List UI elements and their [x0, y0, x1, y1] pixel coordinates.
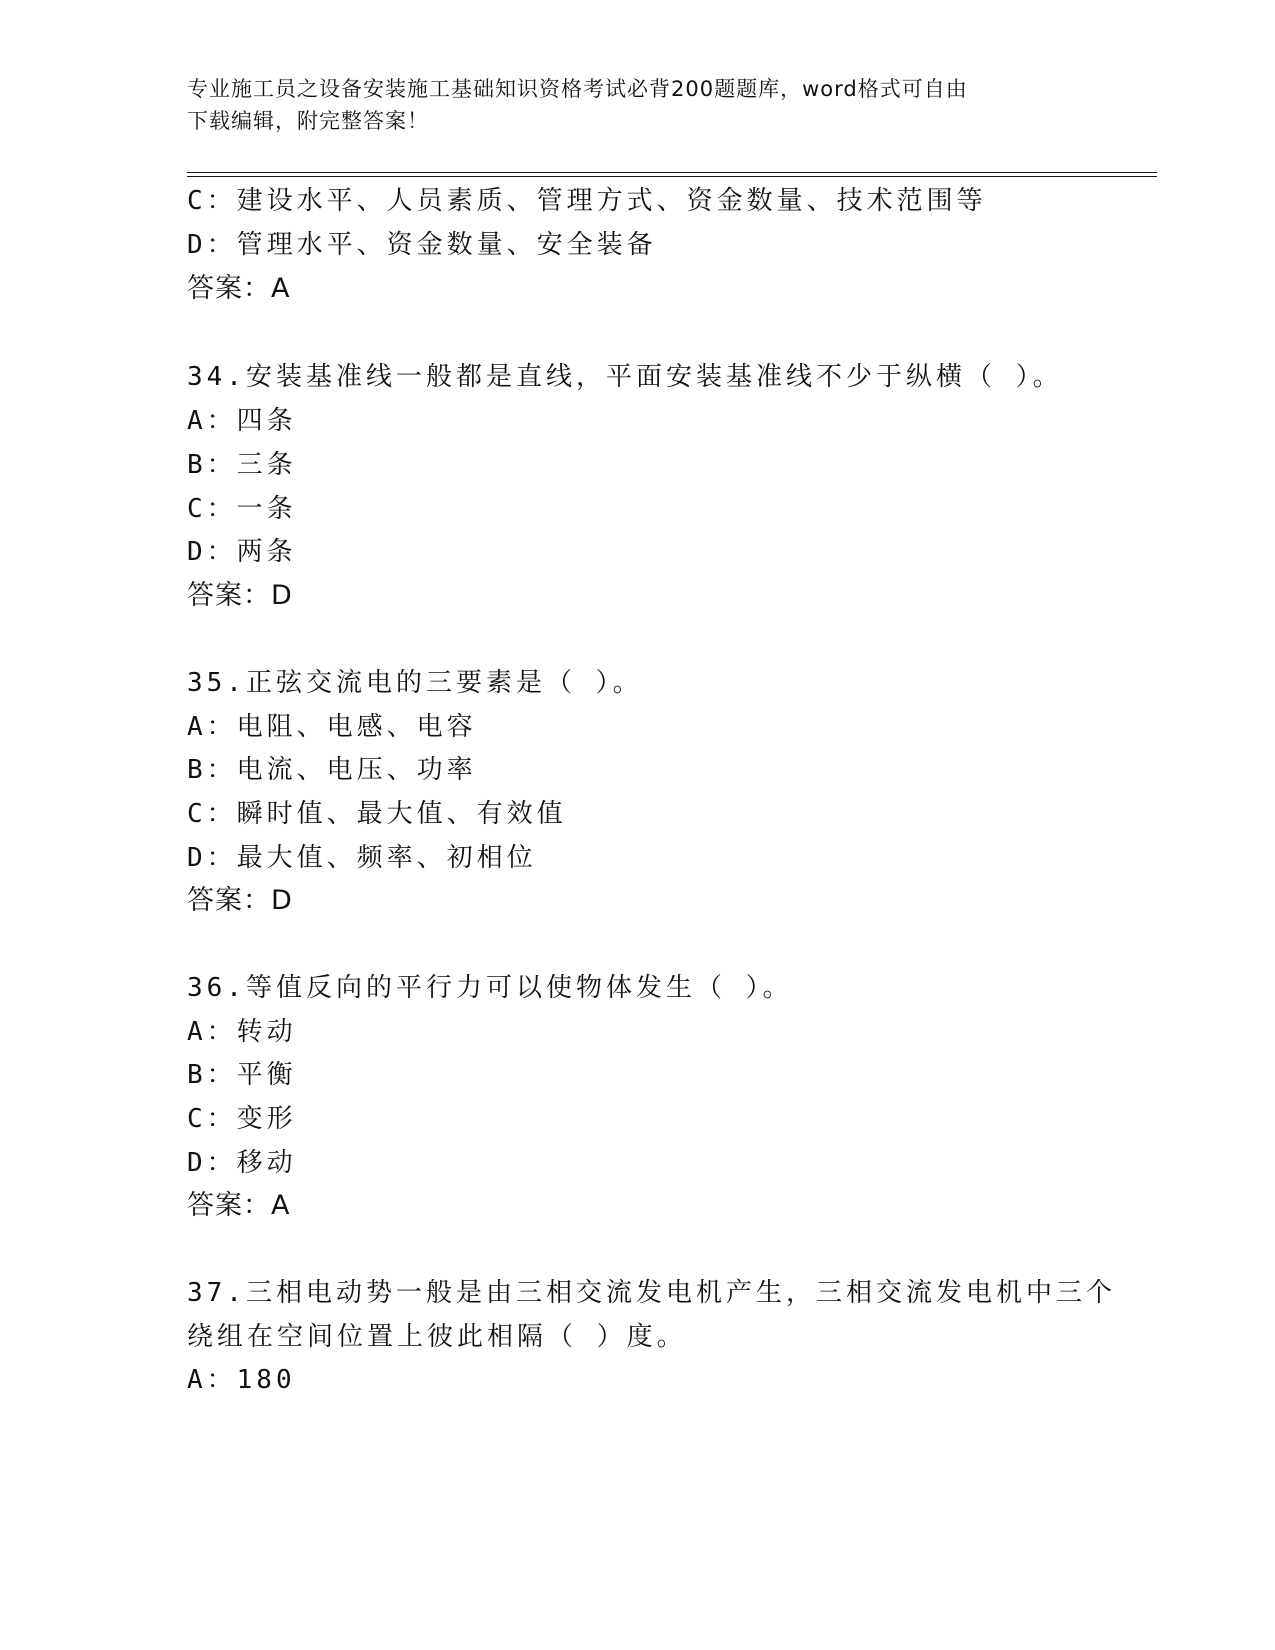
q36-answer: 答案：A	[187, 1190, 291, 1221]
q37-option-a: A：180	[187, 1365, 296, 1395]
q34-answer: 答案：D	[187, 580, 293, 611]
q35-answer: 答案：D	[187, 885, 293, 916]
q36-option-a: A：转动	[187, 1017, 297, 1047]
q34-option-a: A：四条	[187, 406, 297, 436]
header-title-line-1: 专业施工员之设备安装施工基础知识资格考试必背200题题库，word格式可自由	[187, 77, 968, 101]
q33-option-c: C：建设水平、人员素质、管理方式、资金数量、技术范围等	[187, 186, 987, 216]
q35-option-b: B：电流、电压、功率	[187, 755, 477, 785]
q34-option-b: B：三条	[187, 450, 297, 480]
q33-answer: 答案：A	[187, 273, 291, 304]
q36-option-c: C：变形	[187, 1104, 297, 1134]
q33-option-d: D：管理水平、资金数量、安全装备	[187, 230, 657, 260]
q34-option-d: D：两条	[187, 537, 297, 567]
q35-question: 35.正弦交流电的三要素是（ ）。	[187, 668, 643, 698]
q37-question-line-1: 37.三相电动势一般是由三相交流发电机产生，三相交流发电机中三个	[187, 1278, 1116, 1308]
q34-option-c: C：一条	[187, 494, 297, 524]
q36-option-b: B：平衡	[187, 1060, 297, 1090]
q37-question-line-2: 绕组在空间位置上彼此相隔（ ）度。	[187, 1322, 687, 1352]
header-divider-bottom	[187, 176, 1157, 177]
q35-option-c: C：瞬时值、最大值、有效值	[187, 799, 567, 829]
q36-option-d: D：移动	[187, 1148, 297, 1178]
q35-option-a: A：电阻、电感、电容	[187, 712, 477, 742]
header-title-line-2: 下载编辑，附完整答案！	[187, 109, 429, 133]
q35-option-d: D：最大值、频率、初相位	[187, 843, 537, 873]
q34-question: 34.安装基准线一般都是直线，平面安装基准线不少于纵横（ ）。	[187, 362, 1063, 392]
q36-question: 36.等值反向的平行力可以使物体发生（ ）。	[187, 973, 793, 1003]
header-divider-top	[187, 172, 1157, 173]
